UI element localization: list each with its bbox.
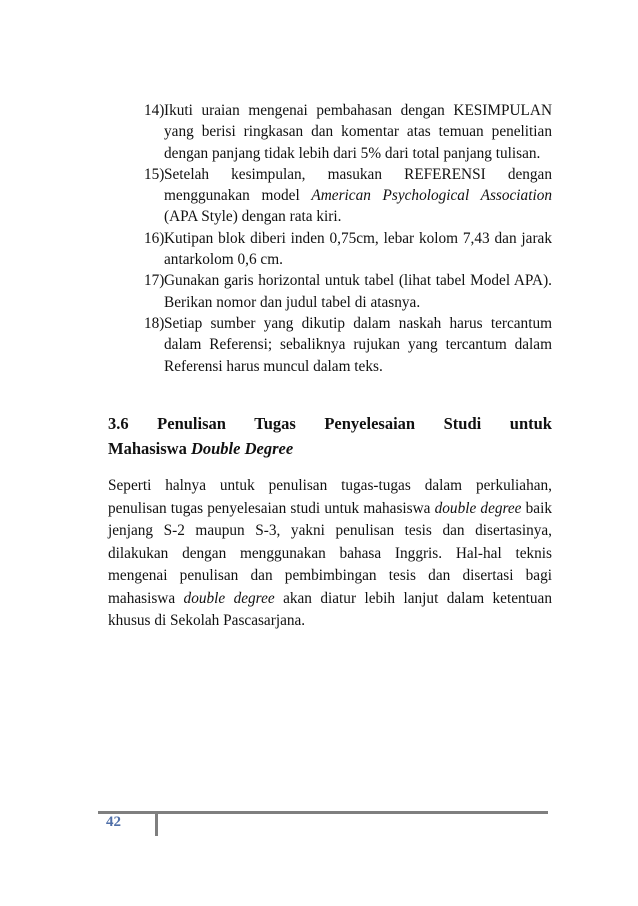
text-segment-italic: double degree: [434, 499, 522, 517]
list-item-number: 16): [144, 229, 165, 247]
section-heading: [108, 411, 552, 461]
list-item-number: 15): [144, 165, 165, 183]
body-paragraph: [108, 475, 552, 633]
text-segment: Setelah kesimpulan, masukan REFERENSI dengan menggunakan model: [164, 165, 552, 205]
section-heading-line1: 3.6 Penulisan Tugas Penyelesaian Studi untuk: [108, 414, 552, 433]
list-item-text: [164, 313, 552, 377]
list-item: [144, 228, 552, 271]
text-segment-italic: American Psychological Association: [311, 187, 552, 205]
page-number: 42: [106, 814, 121, 830]
list-item-number: 14): [144, 102, 165, 119]
section-heading-line2: [108, 436, 552, 461]
text-segment-italic: double degree: [183, 589, 275, 607]
text-segment: Gunakan garis horizontal untuk tabel (lihat tabel Model APA). Berikan nomor dan judul tabel di atasnya.: [164, 272, 552, 311]
text-segment: baik jenjang S-2 maupun S-3, yakni penulisan tesis dan disertasinya, dilakukan dengan menggunakan bahasa Inggris. Hal-hal teknis mengenai penulisan dan pembimbingan tesis dan disertasi bagi mahasiswa: [108, 499, 552, 607]
list-item: [144, 270, 552, 313]
text-segment: Setiap sumber yang dikutip dalam naskah harus tercantum dalam Referensi; sebaliknya rujukan yang tercantum dalam Referensi harus muncul dalam teks.: [164, 314, 552, 375]
list-item: [144, 313, 552, 377]
numbered-list: [144, 100, 552, 377]
list-item-number: 18): [144, 314, 165, 332]
section-heading-italic: Double Degree: [190, 439, 294, 458]
list-item-text: [164, 270, 552, 313]
text-segment: Seperti halnya untuk penulisan tugas-tugas dalam perkuliahan, penulisan tugas penyelesaian studi untuk mahasiswa: [108, 477, 552, 517]
list-item: [144, 100, 552, 164]
text-segment: (APA Style) dengan rata kiri.: [164, 208, 342, 226]
section-heading-text: Mahasiswa: [108, 439, 191, 458]
list-item-number: 17): [144, 272, 165, 290]
list-item-text: [164, 100, 552, 164]
list-item-text: [164, 164, 552, 228]
list-item-text: [164, 228, 552, 271]
text-segment: Ikuti uraian mengenai pembahasan dengan KESIMPULAN yang berisi ringkasan dan komentar atas temuan penelitian dengan panjang tidak lebih dari 5% dari total panjang tulisan.: [164, 102, 552, 162]
footer-divider: [155, 812, 158, 836]
footer-rule: [98, 811, 548, 814]
text-segment: Kutipan blok diberi inden 0,75cm, lebar kolom 7,43 dan jarak antarkolom 0,6 cm.: [164, 229, 552, 269]
text-segment: akan diatur lebih lanjut dalam ketentuan khusus di Sekolah Pascasarjana.: [108, 589, 552, 629]
list-item: [144, 164, 552, 228]
